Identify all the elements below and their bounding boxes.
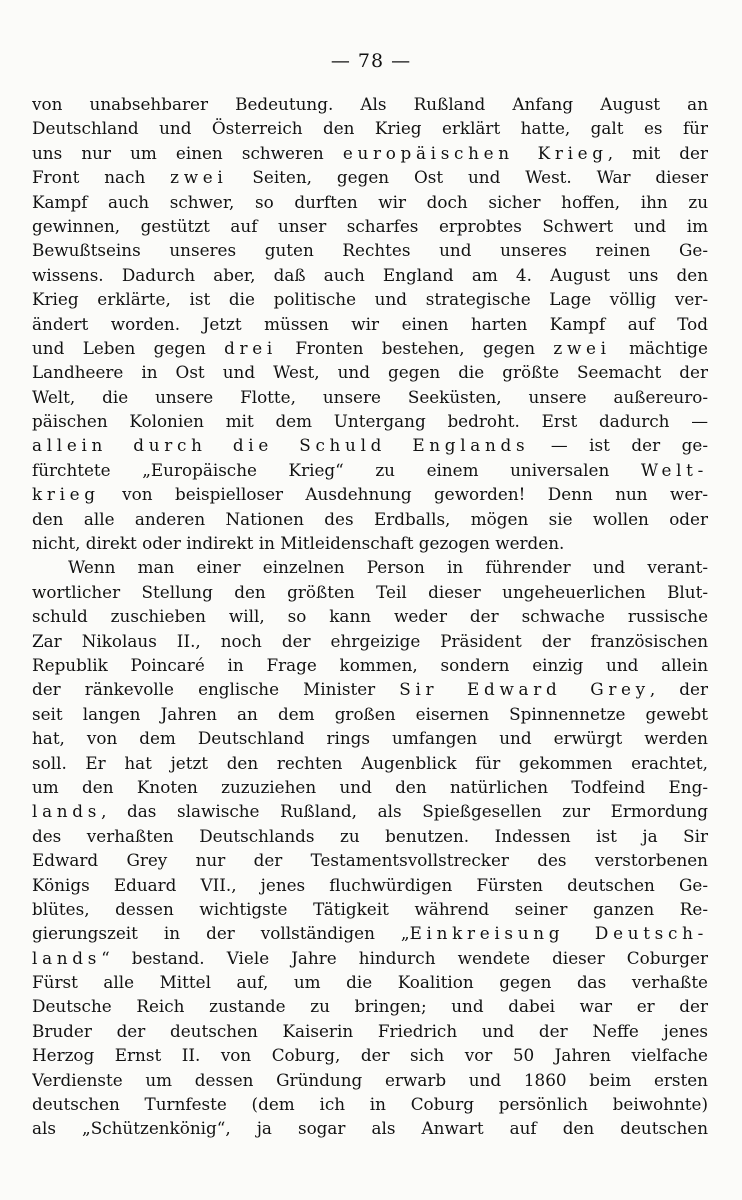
text-line: hat, von dem Deutschland rings umfangen und erwürgt werden (32, 728, 708, 749)
text-line: nicht, direkt oder indirekt in Mitleidenschaft gezogen werden. (32, 533, 565, 554)
text-line: wissens. Dadurch aber, daß auch England am 4. August uns den (32, 264, 708, 285)
text-line: ändert worden. Jetzt müssen wir einen harten Kampf auf Tod (32, 313, 708, 334)
text-line: Königs Eduard VII., jenes fluchwürdigen Fürsten deutschen Ge- (32, 874, 708, 895)
text-line: lands, das slawische Rußland, als Spießgesellen zur Ermordung (32, 801, 708, 822)
body-text (32, 92, 708, 1141)
text-line: lands“ bestand. Viele Jahre hindurch wendete dieser Coburger (32, 947, 708, 968)
text-line: von unabsehbarer Bedeutung. Als Rußland Anfang August an (32, 94, 708, 114)
text-line: Fürst alle Mittel auf, um die Koalition gegen das verhaßte (32, 972, 708, 993)
text-line: Republik Poincaré in Frage kommen, sondern einzig und allein (32, 654, 708, 675)
text-line: Bewußtseins unseres guten Rechtes und unseres reinen Ge- (32, 240, 708, 261)
text-line: krieg von beispielloser Ausdehnung geworden! Denn nun wer- (32, 484, 708, 505)
text-line: gierungszeit in der vollständigen „Einkreisung Deutsch- (32, 923, 708, 944)
text-line: deutschen Turnfeste (dem ich in Coburg persönlich beiwohnte) (32, 1094, 708, 1115)
text-line: gewinnen, gestützt auf unser scharfes erprobtes Schwert und im (32, 215, 708, 236)
text-line: blütes, dessen wichtigste Tätigkeit während seiner ganzen Re- (32, 898, 708, 919)
text-line: fürchtete „Europäische Krieg“ zu einem universalen Welt- (32, 459, 708, 480)
text-line: seit langen Jahren an dem großen eisernen Spinnennetze gewebt (32, 703, 708, 724)
text-line: und Leben gegen drei Fronten bestehen, gegen zwei mächtige (32, 337, 708, 358)
text-line: wortlicher Stellung den größten Teil dieser ungeheuerlichen Blut- (32, 581, 708, 602)
text-line: des verhaßten Deutschlands zu benutzen. Indessen ist ja Sir (32, 825, 708, 846)
page-number: — 78 — (330, 50, 412, 72)
text-line: Herzog Ernst II. von Coburg, der sich vor 50 Jahren vielfache (32, 1045, 708, 1066)
text-line: allein durch die Schuld Englands — ist der ge- (32, 435, 708, 456)
text-line: Front nach zwei Seiten, gegen Ost und West. War dieser (32, 167, 708, 188)
text-line: Bruder der deutschen Kaiserin Friedrich und der Neffe jenes (32, 1020, 708, 1041)
text-line: Welt, die unsere Flotte, unsere Seeküsten, unsere außereuro- (32, 386, 708, 407)
text-line: Verdienste um dessen Gründung erwarb und 1860 beim ersten (32, 1069, 708, 1090)
text-line: Krieg erklärte, ist die politische und strategische Lage völlig ver- (32, 289, 708, 310)
text-line: uns nur um einen schweren europäischen Krieg, mit der (32, 142, 708, 163)
text-line: Edward Grey nur der Testamentsvollstrecker des verstorbenen (32, 850, 708, 871)
text-line: soll. Er hat jetzt den rechten Augenblick für gekommen erachtet, (32, 752, 708, 773)
text-line: den alle anderen Nationen des Erdballs, mögen sie wollen oder (32, 508, 708, 529)
text-line: päischen Kolonien mit dem Untergang bedroht. Erst dadurch — (32, 411, 708, 432)
text-line: Zar Nikolaus II., noch der ehrgeizige Präsident der französischen (32, 630, 708, 651)
text-line: als „Schützenkönig“, ja sogar als Anwart auf den deutschen (32, 1118, 708, 1139)
text-line: Landheere in Ost und West, und gegen die größte Seemacht der (32, 362, 708, 383)
text-line: Kampf auch schwer, so durften wir doch sicher hoffen, ihn zu (32, 191, 708, 212)
text-line: schuld zuschieben will, so kann weder der schwache russische (32, 606, 708, 627)
text-line: um den Knoten zuzuziehen und den natürlichen Todfeind Eng- (32, 776, 708, 797)
text-line: Deutschland und Österreich den Krieg erklärt hatte, galt es für (32, 118, 708, 139)
text-line: Deutsche Reich zustande zu bringen; und dabei war er der (32, 996, 708, 1017)
text-line: Wenn man einer einzelnen Person in führender und verant- (68, 557, 708, 578)
text-line: der ränkevolle englische Minister Sir Edward Grey, der (32, 679, 708, 700)
